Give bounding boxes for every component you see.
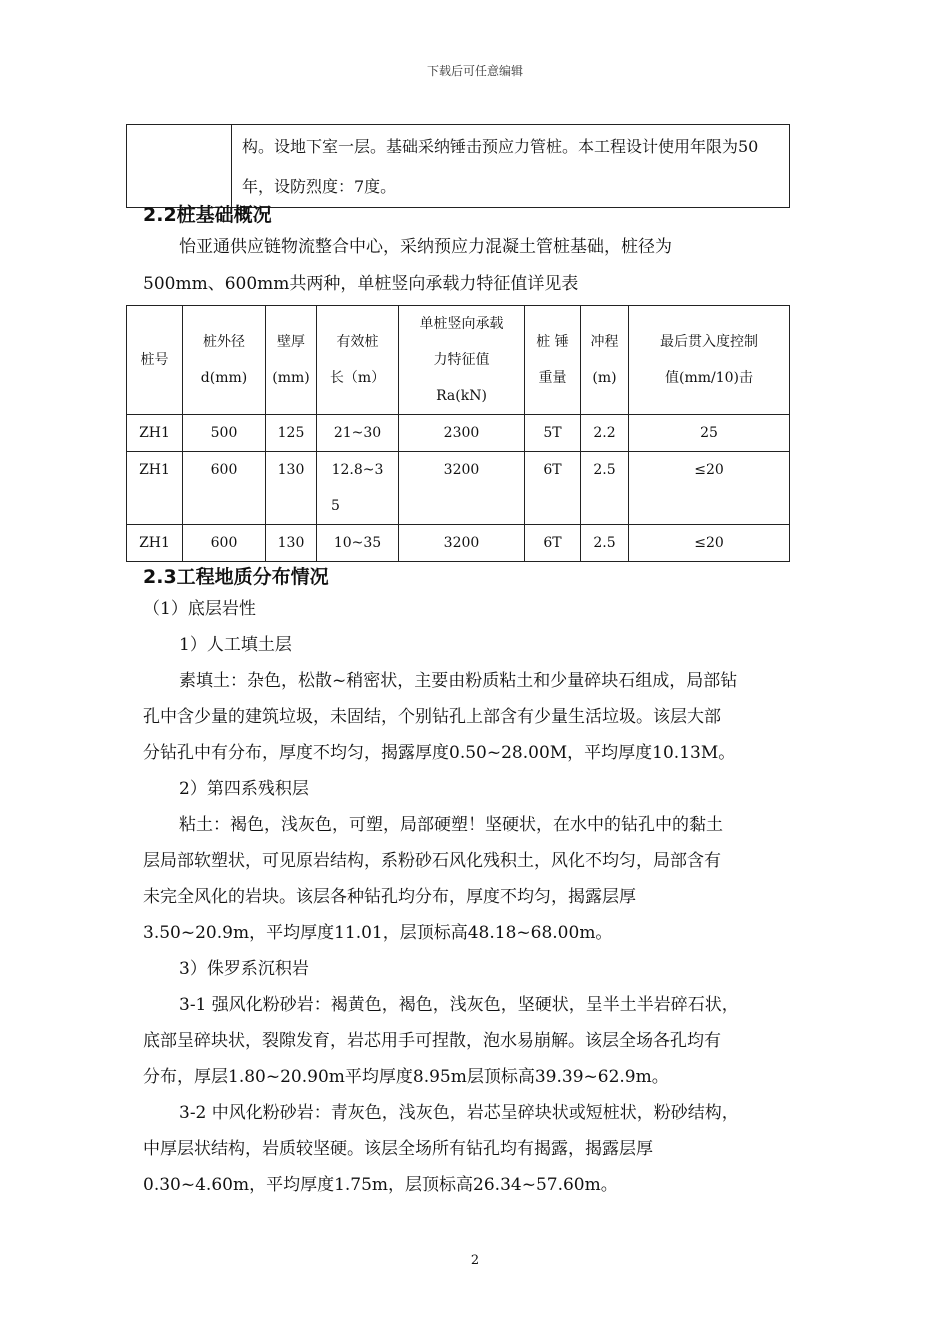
pile-parameter-table [126, 305, 790, 562]
page-number: 2 [470, 1253, 480, 1268]
header-text: 重量 [538, 370, 567, 386]
cell-diameter: 600 [183, 452, 266, 525]
cell-capacity: 3200 [399, 452, 525, 525]
cell-length: 21~30 [317, 415, 399, 452]
layer-heading: 2）第四系残积层 [179, 779, 309, 799]
paragraph-line: 未完全风化的岩块。该层各种钻孔均分布，厚度不均匀，揭露层厚 [143, 887, 636, 907]
layer-2-paragraph [143, 807, 813, 951]
header-cell [581, 306, 629, 415]
header-cell [266, 306, 317, 415]
section-title-2-3: 2.3工程地质分布情况 [143, 566, 329, 588]
cell-hammer: 5T [525, 415, 581, 452]
section-2-2-intro-line: 怡亚通供应链物流整合中心，采纳预应力混凝土管桩基础，桩径为 [179, 237, 672, 257]
header-cell [629, 306, 790, 415]
overview-text-line: 构。设地下室一层。基础采纳锤击预应力管桩。本工程设计使用年限为50 [242, 137, 759, 156]
cell-wall: 130 [266, 525, 317, 562]
section-2-2-intro-line: 500mm、600mm共两种，单桩竖向承载力特征值详见表 [143, 274, 579, 294]
cell-stroke: 2.2 [581, 415, 629, 452]
header-cell [317, 306, 399, 415]
layer-3-1-paragraph [143, 987, 813, 1095]
header-text: 单桩竖向承载 [419, 316, 504, 332]
paragraph-line: 分布，厚层1.80~20.90m平均厚度8.95m层顶标高39.39~62.9m。 [143, 1067, 669, 1087]
header-cell [399, 306, 525, 415]
header-cell [183, 306, 266, 415]
table-header-row [127, 306, 790, 415]
table-row [127, 415, 790, 452]
table-label-cell [127, 125, 232, 208]
header-text: 值(mm/10)击 [664, 370, 753, 386]
cell-hammer: 6T [525, 525, 581, 562]
section-title-2-2: 2.2桩基础概况 [143, 204, 272, 226]
cell-hammer: 6T [525, 452, 581, 525]
paragraph-line: 素填土：杂色，松散~稍密状，主要由粉质粘土和少量碎块石组成，局部钻 [179, 671, 738, 691]
table-row [127, 525, 790, 562]
paragraph-line: 0.30~4.60m，平均厚度1.75m，层顶标高26.34~57.60m。 [143, 1175, 618, 1195]
paragraph-line: 底部呈碎块状，裂隙发育，岩芯用手可捏散，泡水易崩解。该层全场各孔均有 [143, 1031, 721, 1051]
cell-diameter: 500 [183, 415, 266, 452]
cell-stroke: 2.5 [581, 452, 629, 525]
table-text-cell [232, 125, 790, 208]
cell-stroke: 2.5 [581, 525, 629, 562]
layer-1-paragraph [143, 663, 813, 771]
overview-text-line: 年，设防烈度：7度。 [242, 177, 397, 196]
length-text-cont: 5 [331, 498, 340, 514]
header-text: 长（m） [329, 370, 386, 386]
cell-wall: 130 [266, 452, 317, 525]
header-cell [525, 306, 581, 415]
header-text: 有效桩 [336, 334, 379, 350]
header-text: (m) [592, 370, 617, 386]
cell-capacity: 2300 [399, 415, 525, 452]
header-text: 力特征值 [433, 352, 490, 368]
cell-pile-id: ZH1 [127, 415, 183, 452]
subsection-heading: （1）底层岩性 [143, 599, 256, 619]
paragraph-line: 3-2 中风化粉砂岩：青灰色，浅灰色，岩芯呈碎块状或短桩状，粉砂结构， [179, 1103, 739, 1123]
page-header: 下载后可任意编辑 [426, 64, 523, 78]
cell-diameter: 600 [183, 525, 266, 562]
header-text: Ra(kN) [436, 388, 487, 404]
cell-penetration: ≤20 [629, 452, 790, 525]
paragraph-line: 中厚层状结构，岩质较坚硬。该层全场所有钻孔均有揭露，揭露层厚 [143, 1139, 653, 1159]
header-text: 桩号 [140, 352, 169, 368]
header-text: (mm) [272, 370, 310, 386]
cell-pile-id: ZH1 [127, 525, 183, 562]
layer-3-2-paragraph [143, 1095, 813, 1203]
cell-pile-id: ZH1 [127, 452, 183, 525]
project-overview-table [126, 124, 790, 208]
cell-length [317, 452, 399, 525]
paragraph-line: 3-1 强风化粉砂岩：褐黄色，褐色，浅灰色，坚硬状，呈半土半岩碎石状， [179, 995, 739, 1015]
cell-capacity: 3200 [399, 525, 525, 562]
cell-wall: 125 [266, 415, 317, 452]
header-text: 壁厚 [277, 334, 305, 350]
paragraph-line: 层局部软塑状，可见原岩结构，系粉砂石风化残积土，风化不均匀，局部含有 [143, 851, 721, 871]
cell-penetration: 25 [629, 415, 790, 452]
cell-length: 10~35 [317, 525, 399, 562]
paragraph-line: 分钻孔中有分布，厚度不均匀，揭露厚度0.50~28.00M，平均厚度10.13M。 [143, 743, 736, 763]
header-text: 冲程 [590, 334, 619, 350]
header-text: d(mm) [200, 370, 248, 386]
header-text: 最后贯入度控制 [660, 334, 758, 350]
header-cell [127, 306, 183, 415]
paragraph-line: 3.50~20.9m，平均厚度11.01，层顶标高48.18~68.00m。 [143, 923, 613, 943]
length-text: 12.8~3 [331, 462, 384, 478]
layer-heading: 3）侏罗系沉积岩 [179, 959, 309, 979]
header-text: 桩 锤 [536, 334, 569, 350]
table-row [127, 452, 790, 525]
cell-penetration: ≤20 [629, 525, 790, 562]
paragraph-line: 孔中含少量的建筑垃圾，未固结，个别钻孔上部含有少量生活垃圾。该层大部 [143, 707, 721, 727]
header-text: 桩外径 [203, 334, 245, 350]
paragraph-line: 粘土：褐色，浅灰色，可塑，局部硬塑！坚硬状，在水中的钻孔中的黏土 [179, 815, 723, 835]
layer-heading: 1）人工填土层 [179, 635, 292, 655]
